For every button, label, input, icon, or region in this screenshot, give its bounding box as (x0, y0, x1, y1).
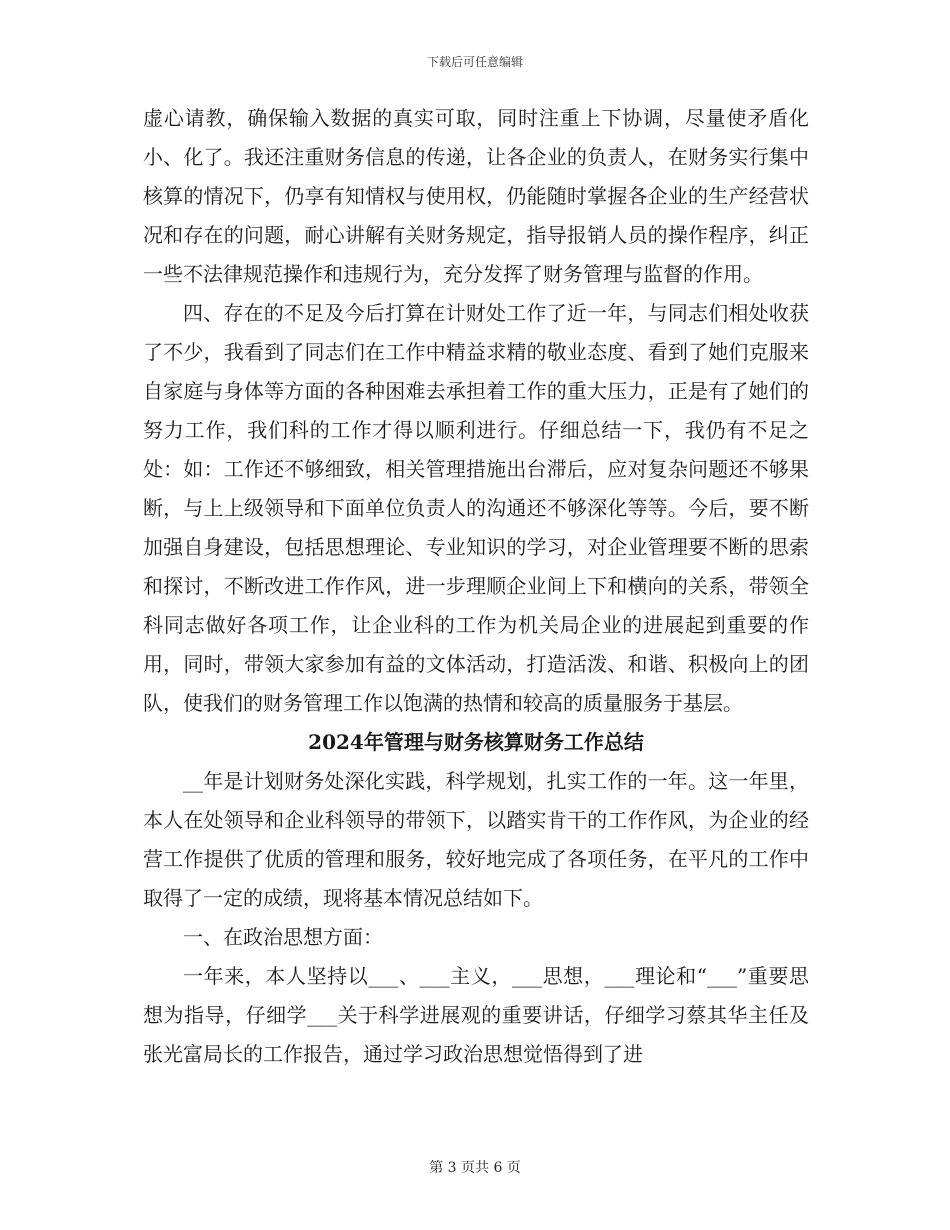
paragraph-continued: 虚心请教，确保输入数据的真实可取，同时注重上下协调，尽量使矛盾化小、化了。我还注重财务信息的传递，让各企业的负责人，在财务实行集中核算的情况下，仍享有知情权与使用权，仍能随时掌握各企业的生产经营状况和存在的问题，耐心讲解有关财务规定，指导报销人员的操作程序，纠正一些不法律规范操作和违规行为，充分发挥了财务管理与监督的作用。 (143, 106, 809, 286)
paragraph-politics: 一年来，本人坚持以___、___主义，___思想，___理论和“___”重要思想为指导，仔细学___关于科学进展观的重要讲话，仔细学习蔡其华主任及张光富局长的工作报告，通过学习政治思想觉悟得到了进 (143, 964, 809, 1066)
paragraph-heading-politics: 一、在政治思想方面： (183, 925, 383, 949)
section-title: 2024年管理与财务核算财务工作总结 (308, 730, 644, 754)
paragraph-intro: __年是计划财务处深化实践，科学规划，扎实工作的一年。这一年里，本人在处领导和企业科领导的带领下，以踏实肯干的工作作风，为企业的经营工作提供了优质的管理和服务，较好地完成了各项任务，在平凡的工作中取得了一定的成绩，现将基本情况总结如下。 (143, 769, 809, 910)
paragraph-shortcomings: 四、存在的不足及今后打算在计财处工作了近一年，与同志们相处收获了不少，我看到了同志们在工作中精益求精的敬业态度、看到了她们克服来自家庭与身体等方面的各种困难去承担着工作的重大压力，正是有了她们的努力工作，我们科的工作才得以顺利进行。仔细总结一下，我仍有不足之处：如：工作还不够细致，相关管理措施出台滞后，应对复杂问题还不够果断，与上上级领导和下面单位负责人的沟通还不够深化等等。今后，要不断加强自身建设，包括思想理论、专业知识的学习，对企业管理要不断的思索和探讨，不断改进工作作风，进一步理顺企业间上下和横向的关系，带领全科同志做好各项工作，让企业科的工作为机关局企业的进展起到重要的作用，同时，带领大家参加有益的文体活动，打造活泼、和谐、积极向上的团队，使我们的财务管理工作以饱满的热情和较高的质量服务于基层。 (143, 301, 809, 715)
page-header: 下载后可任意编辑 (426, 55, 523, 69)
page-footer: 第 3 页共 6 页 (429, 1160, 521, 1176)
document-body (143, 99, 809, 1074)
